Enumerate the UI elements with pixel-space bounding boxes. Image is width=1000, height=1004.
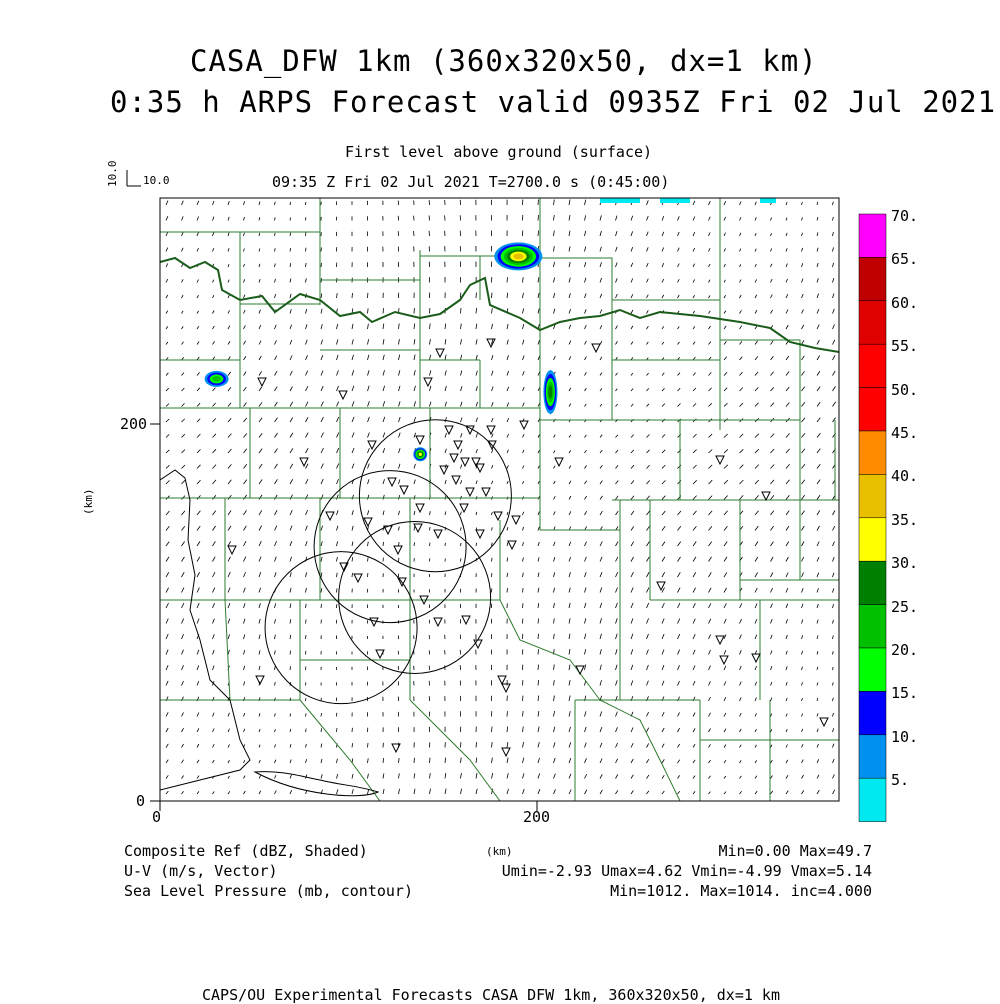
observation-site-marker <box>450 454 458 462</box>
colorbar-label: 10. <box>891 727 919 746</box>
observation-site-marker <box>434 530 442 538</box>
x-tick-200: 200 <box>523 808 551 826</box>
observation-site-marker <box>436 349 444 357</box>
observation-site-marker <box>454 441 462 449</box>
colorbar-label: 55. <box>891 337 919 356</box>
observation-site-marker <box>452 476 460 484</box>
observation-site-marker <box>494 512 502 520</box>
colorbar-label: 20. <box>891 641 919 659</box>
y-axis-label: (km) <box>82 488 95 515</box>
state-border <box>160 258 839 352</box>
colorbar-label: 5. <box>891 771 910 790</box>
echo-edge <box>660 198 690 203</box>
observation-site-marker <box>482 488 490 496</box>
observation-site-marker <box>476 530 484 538</box>
title-line-2: 0:35 h ARPS Forecast valid 0935Z Fri 02 Jul 2021 <box>110 85 997 119</box>
observation-site-marker <box>762 492 770 500</box>
observation-site-marker <box>466 488 474 496</box>
colorbar-swatch <box>859 301 886 344</box>
observation-site-marker <box>326 512 334 520</box>
colorbar-label: 40. <box>891 467 919 486</box>
observation-site-marker <box>354 574 362 582</box>
field1-stats: Min=0.00 Max=49.7 <box>718 842 872 860</box>
colorbar-swatch <box>859 691 886 734</box>
field1-name: Composite Ref (dBZ, Shaded) <box>124 842 368 860</box>
observation-site-marker <box>520 421 528 429</box>
observation-site-marker <box>820 718 828 726</box>
colorbar-swatch <box>859 605 886 648</box>
colorbar-swatch <box>859 344 886 387</box>
echo-contour <box>419 453 422 456</box>
echo-edge <box>600 198 640 203</box>
observation-site-marker <box>440 466 448 474</box>
colorbar-label: 35. <box>891 510 919 529</box>
observation-site-marker <box>498 676 506 684</box>
field2-name: U-V (m/s, Vector) <box>124 862 278 880</box>
reference-vector-label-v: 10.0 <box>106 160 119 187</box>
observation-site-marker <box>339 391 347 399</box>
observation-site-marker <box>462 616 470 624</box>
colorbar-label: 50. <box>891 380 919 399</box>
observation-site-marker <box>416 436 424 444</box>
y-tick-200: 200 <box>120 415 148 433</box>
colorbar-label: 15. <box>891 684 919 703</box>
observation-site-marker <box>512 516 520 524</box>
y-tick-0: 0 <box>136 792 146 810</box>
observation-sites <box>228 339 828 756</box>
colorbar-swatch <box>859 257 886 300</box>
colorbar-swatch <box>859 778 886 821</box>
radar-ring-4 <box>265 552 417 704</box>
reference-vector-label-h: 10.0 <box>143 174 170 187</box>
observation-site-marker <box>414 524 422 532</box>
echo-edge <box>760 198 776 203</box>
observation-site-marker <box>752 654 760 662</box>
colorbar-swatch <box>859 648 886 691</box>
observation-site-marker <box>592 344 600 352</box>
observation-site-marker <box>394 546 402 554</box>
colorbar-label: 25. <box>891 597 919 616</box>
wind-vector-field <box>166 200 836 795</box>
colorbar-swatch <box>859 431 886 474</box>
colorbar-label: 30. <box>891 554 919 573</box>
colorbar-swatch <box>859 518 886 561</box>
observation-site-marker <box>258 378 266 386</box>
observation-site-marker <box>502 684 510 692</box>
field3-name: Sea Level Pressure (mb, contour) <box>124 882 413 900</box>
county-boundaries <box>160 198 839 801</box>
colorbar-swatch <box>859 214 886 257</box>
colorbar-label: 65. <box>891 250 919 269</box>
observation-site-marker <box>502 748 510 756</box>
observation-site-marker <box>716 636 724 644</box>
observation-site-marker <box>508 541 516 549</box>
colorbar-label: 60. <box>891 293 919 312</box>
echo-contour <box>548 386 552 399</box>
credit-line: CAPS/OU Experimental Forecasts CASA DFW 1km, 360x320x50, dx=1 km <box>202 986 780 1004</box>
observation-site-marker <box>368 441 376 449</box>
colorbar-swatch <box>859 474 886 517</box>
observation-site-marker <box>400 486 408 494</box>
colorbar-swatch <box>859 735 886 778</box>
observation-site-marker <box>487 426 495 434</box>
observation-site-marker <box>228 546 236 554</box>
level-subtitle: First level above ground (surface) <box>345 143 653 161</box>
colorbar <box>859 214 886 822</box>
observation-site-marker <box>716 456 724 464</box>
observation-site-marker <box>300 458 308 466</box>
x-tick-0: 0 <box>152 808 162 826</box>
x-axis-label: (km) <box>486 845 513 858</box>
observation-site-marker <box>388 478 396 486</box>
colorbar-swatch <box>859 561 886 604</box>
observation-site-marker <box>445 426 453 434</box>
observation-site-marker <box>720 656 728 664</box>
echo-contour <box>513 254 523 260</box>
observation-site-marker <box>434 618 442 626</box>
observation-site-marker <box>370 618 378 626</box>
reference-vector <box>127 170 141 186</box>
observation-site-marker <box>424 378 432 386</box>
observation-site-marker <box>461 458 469 466</box>
observation-site-marker <box>487 339 495 347</box>
colorbar-label: 70. <box>891 207 919 225</box>
observation-site-marker <box>416 504 424 512</box>
colorbar-label: 45. <box>891 424 919 442</box>
title-line-1: CASA_DFW 1km (360x320x50, dx=1 km) <box>190 44 818 78</box>
observation-site-marker <box>555 458 563 466</box>
echo-contour <box>212 376 220 382</box>
time-subtitle: 09:35 Z Fri 02 Jul 2021 T=2700.0 s (0:45:00) <box>272 173 670 191</box>
field3-stats: Min=1012. Max=1014. inc=4.000 <box>610 882 872 900</box>
observation-site-marker <box>460 504 468 512</box>
sea-level-pressure-contours <box>160 470 378 796</box>
field2-stats: Umin=-2.93 Umax=4.62 Vmin=-4.99 Vmax=5.14 <box>501 862 872 880</box>
colorbar-swatch <box>859 388 886 431</box>
